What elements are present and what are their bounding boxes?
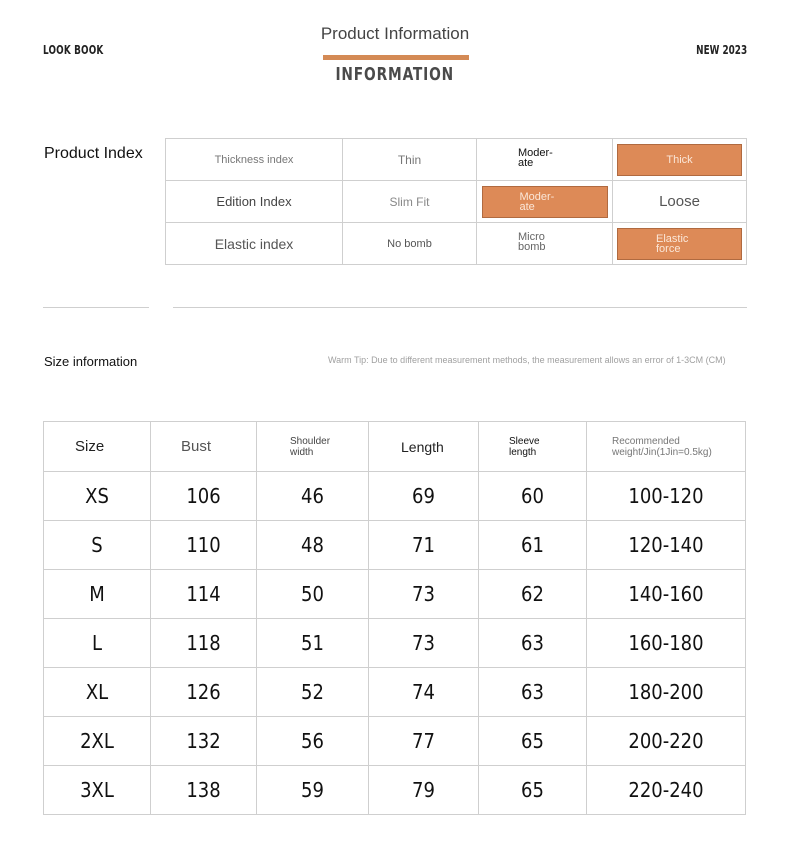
cell-sleeve: 63 [479, 668, 587, 717]
index-option: No bomb [343, 223, 477, 265]
cell-weight: 140-160 [587, 570, 746, 619]
cell-bust: 138 [151, 766, 257, 815]
index-option-text: Thick [666, 153, 693, 166]
header-sleeve [479, 422, 587, 472]
cell-bust: 126 [151, 668, 257, 717]
index-option-text: Moder- ate [519, 190, 555, 213]
cell-bust: 110 [151, 521, 257, 570]
cell-size: 2XL [44, 717, 151, 766]
cell-size: 3XL [44, 766, 151, 815]
selected-highlight [617, 228, 742, 260]
size-information-label: Size information [44, 354, 138, 369]
index-row-thickness [166, 139, 747, 181]
cell-bust: 106 [151, 472, 257, 521]
table-row [44, 570, 746, 619]
new-year-label: NEW 2023 [696, 43, 747, 57]
cell-sleeve: 63 [479, 619, 587, 668]
index-option [477, 223, 613, 265]
title-accent-bar [323, 55, 469, 60]
cell-weight: 100-120 [587, 472, 746, 521]
table-row [44, 472, 746, 521]
cell-weight: 180-200 [587, 668, 746, 717]
header-weight [587, 422, 746, 472]
index-option-text: Elastic force [656, 232, 689, 255]
cell-length: 74 [369, 668, 479, 717]
cell-size: M [44, 570, 151, 619]
divider-left [43, 307, 149, 308]
cell-sleeve: 65 [479, 717, 587, 766]
cell-length: 79 [369, 766, 479, 815]
cell-sleeve: 60 [479, 472, 587, 521]
header-bust: Bust [151, 422, 257, 472]
table-row [44, 717, 746, 766]
header-shoulder-text: Shoulder width [290, 435, 331, 458]
cell-sleeve: 65 [479, 766, 587, 815]
header-length: Length [369, 422, 479, 472]
cell-weight: 120-140 [587, 521, 746, 570]
table-row [44, 619, 746, 668]
cell-weight: 200-220 [587, 717, 746, 766]
index-option: Slim Fit [343, 181, 477, 223]
cell-shoulder: 46 [257, 472, 369, 521]
cell-shoulder: 51 [257, 619, 369, 668]
index-name: Elastic index [166, 223, 343, 265]
index-name: Edition Index [166, 181, 343, 223]
header-sleeve-text: Sleeve length [509, 435, 540, 458]
selected-highlight [617, 144, 742, 176]
cell-size: L [44, 619, 151, 668]
product-index-label: Product Index [44, 145, 143, 162]
selected-highlight [482, 186, 608, 218]
divider-right [173, 307, 747, 308]
page-title: Product Information [320, 24, 470, 43]
table-row [44, 766, 746, 815]
product-index-table [165, 138, 747, 265]
page-subtitle [0, 64, 790, 85]
cell-weight: 220-240 [587, 766, 746, 815]
index-row-elastic [166, 223, 747, 265]
header-size: Size [44, 422, 151, 472]
cell-sleeve: 62 [479, 570, 587, 619]
cell-shoulder: 48 [257, 521, 369, 570]
cell-bust: 114 [151, 570, 257, 619]
index-row-edition [166, 181, 747, 223]
cell-length: 69 [369, 472, 479, 521]
cell-weight: 160-180 [587, 619, 746, 668]
cell-size: S [44, 521, 151, 570]
look-book-label: LOOK BOOK [43, 43, 104, 57]
table-row [44, 521, 746, 570]
page-subtitle-text: INFORMATION [335, 64, 455, 85]
index-option-selected [613, 139, 747, 181]
warm-tip: Warm Tip: Due to different measurement methods, the measurement allows an error of 1-3CM (CM) [328, 355, 726, 365]
cell-size: XL [44, 668, 151, 717]
cell-bust: 132 [151, 717, 257, 766]
size-table-header [44, 422, 746, 472]
cell-length: 71 [369, 521, 479, 570]
cell-shoulder: 59 [257, 766, 369, 815]
index-option: Thin [343, 139, 477, 181]
cell-length: 73 [369, 619, 479, 668]
index-option-text: Micro bomb [518, 231, 546, 253]
header-shoulder [257, 422, 369, 472]
cell-bust: 118 [151, 619, 257, 668]
index-name: Thickness index [166, 139, 343, 181]
index-option-text: Moder- ate [518, 147, 553, 169]
table-row [44, 668, 746, 717]
header-weight-text: Recommended weight/Jin(1Jin=0.5kg) [612, 435, 712, 458]
cell-shoulder: 50 [257, 570, 369, 619]
cell-shoulder: 56 [257, 717, 369, 766]
size-table [43, 421, 746, 815]
cell-sleeve: 61 [479, 521, 587, 570]
cell-length: 73 [369, 570, 479, 619]
cell-length: 77 [369, 717, 479, 766]
index-option-selected [613, 223, 747, 265]
index-option [477, 139, 613, 181]
index-option: Loose [613, 181, 747, 223]
cell-shoulder: 52 [257, 668, 369, 717]
index-option-selected [477, 181, 613, 223]
cell-size: XS [44, 472, 151, 521]
